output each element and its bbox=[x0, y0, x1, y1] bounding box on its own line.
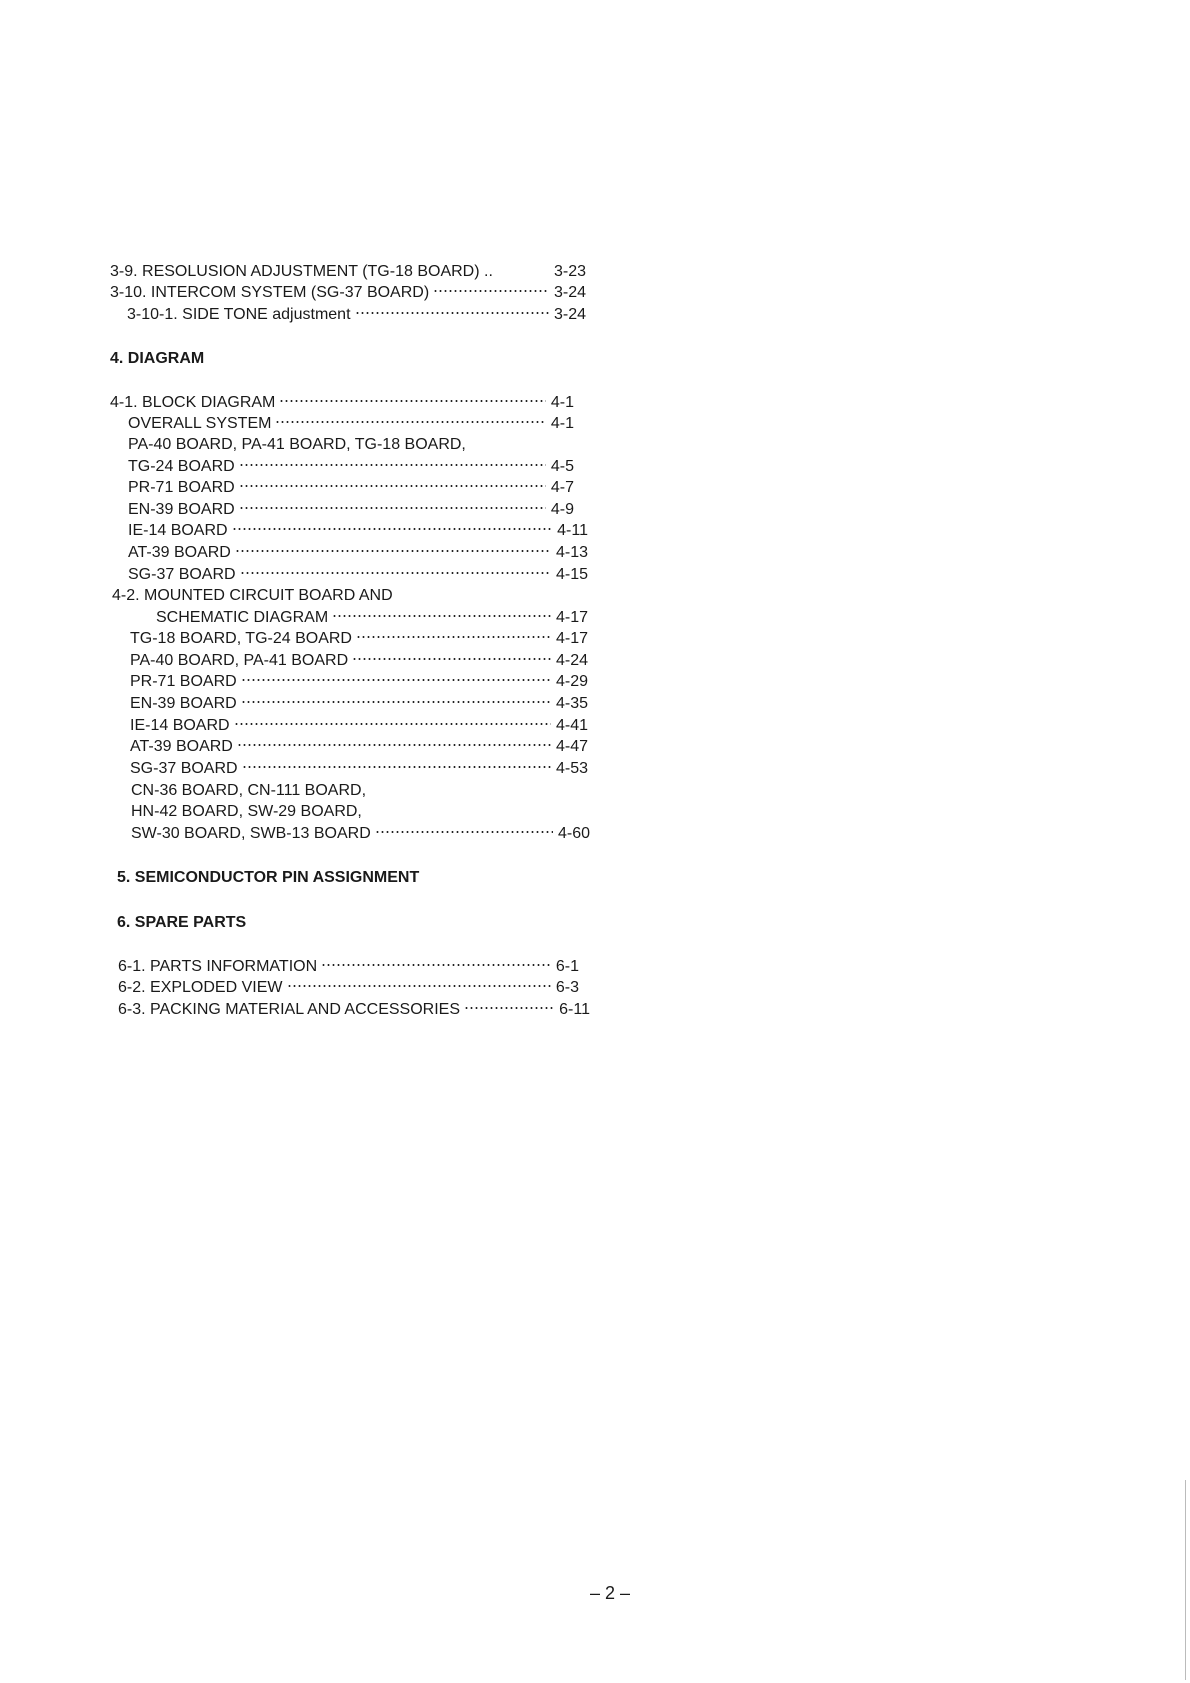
dot-leader bbox=[239, 462, 546, 468]
toc-entry-title: PA-40 BOARD, PA-41 BOARD bbox=[130, 652, 349, 669]
dot-leader bbox=[332, 613, 551, 619]
dot-leader bbox=[356, 634, 551, 640]
toc-entry-page: 4-9 bbox=[550, 501, 574, 518]
toc-entry bbox=[118, 977, 579, 999]
dot-leader bbox=[237, 742, 551, 748]
dot-leader bbox=[235, 548, 551, 554]
toc-entry-page: 4-1 bbox=[550, 415, 574, 432]
toc-entry-title-line: PA-40 BOARD, PA-41 BOARD, TG-18 BOARD, bbox=[128, 436, 466, 453]
toc-entry-title: SW-30 BOARD, SWB-13 BOARD bbox=[131, 825, 371, 842]
toc-entry bbox=[130, 715, 588, 737]
toc-entry bbox=[131, 823, 590, 845]
toc-entry-title: 3-10-1. SIDE TONE adjustment bbox=[127, 306, 351, 323]
toc-entry bbox=[128, 477, 574, 499]
toc-entry bbox=[118, 999, 590, 1021]
toc-entry bbox=[110, 392, 574, 414]
toc-entry bbox=[130, 671, 588, 693]
toc-entry bbox=[128, 456, 574, 478]
toc-entry-page: 4-60 bbox=[557, 825, 590, 842]
dot-leader bbox=[355, 310, 549, 316]
toc-entry-page: 3-24 bbox=[553, 284, 586, 301]
toc-entry-page: 4-15 bbox=[555, 566, 588, 583]
toc-entry bbox=[130, 736, 588, 758]
toc-entry-page: 4-1 bbox=[550, 394, 574, 411]
toc-entry bbox=[110, 261, 586, 283]
toc-entry-title: 4-1. BLOCK DIAGRAM bbox=[110, 394, 276, 411]
toc-entry-page: 3-24 bbox=[553, 306, 586, 323]
dot-leader bbox=[241, 699, 551, 705]
toc-entry-page: 4-41 bbox=[555, 717, 588, 734]
toc-entry-title: EN-39 BOARD bbox=[130, 695, 237, 712]
toc-entry bbox=[128, 542, 588, 564]
toc-entry bbox=[130, 758, 588, 780]
section-heading: 4. DIAGRAM bbox=[110, 350, 205, 367]
toc-entry-title: AT-39 BOARD bbox=[130, 738, 233, 755]
page-number: – 2 – bbox=[590, 1583, 631, 1603]
toc-entry-title: 3-9. RESOLUSION ADJUSTMENT (TG-18 BOARD) .. bbox=[110, 263, 493, 280]
toc-entry-title: IE-14 BOARD bbox=[128, 522, 228, 539]
toc-entry-title-line: 4-2. MOUNTED CIRCUIT BOARD AND bbox=[112, 587, 393, 604]
dot-leader bbox=[232, 526, 553, 532]
toc-entry-title: 3-10. INTERCOM SYSTEM (SG-37 BOARD) bbox=[110, 284, 430, 301]
toc-entry-title: PR-71 BOARD bbox=[128, 479, 235, 496]
toc-entry bbox=[128, 564, 588, 586]
toc-entry-page: 4-11 bbox=[557, 522, 588, 539]
dot-leader bbox=[234, 721, 551, 727]
dot-leader bbox=[275, 419, 545, 425]
toc-entry-title: TG-18 BOARD, TG-24 BOARD bbox=[130, 630, 352, 647]
dot-leader bbox=[375, 829, 553, 835]
toc-entry-title-line: HN-42 BOARD, SW-29 BOARD, bbox=[131, 803, 362, 820]
toc-entry-title: 6-1. PARTS INFORMATION bbox=[118, 958, 318, 975]
toc-entry-page: 6-1 bbox=[555, 958, 579, 975]
toc-entry bbox=[118, 956, 579, 978]
dot-leader bbox=[287, 983, 551, 989]
toc-entry-title: AT-39 BOARD bbox=[128, 544, 231, 561]
toc-entry bbox=[130, 693, 588, 715]
toc-entry bbox=[156, 607, 588, 629]
toc-entry-title: SG-37 BOARD bbox=[130, 760, 238, 777]
dot-leader bbox=[241, 677, 551, 683]
toc-entry-title: 6-3. PACKING MATERIAL AND ACCESSORIES bbox=[118, 1001, 461, 1018]
toc-entry-page: 4-35 bbox=[555, 695, 588, 712]
toc-entry-title: OVERALL SYSTEM bbox=[128, 415, 272, 432]
toc-entry bbox=[130, 628, 588, 650]
dot-leader bbox=[239, 505, 546, 511]
toc-entry-title: TG-24 BOARD bbox=[128, 458, 235, 475]
section-heading: 6. SPARE PARTS bbox=[117, 914, 247, 931]
toc-entry-title: SG-37 BOARD bbox=[128, 566, 236, 583]
dot-leader bbox=[352, 656, 551, 662]
toc-entry bbox=[128, 499, 574, 521]
toc-entry-page: 4-5 bbox=[550, 458, 574, 475]
toc-entry-page: 4-17 bbox=[555, 630, 588, 647]
dot-leader bbox=[239, 483, 546, 489]
toc-entry bbox=[128, 520, 588, 542]
toc-entry-title: 6-2. EXPLODED VIEW bbox=[118, 979, 283, 996]
dot-leader bbox=[240, 570, 551, 576]
toc-entry-title: PR-71 BOARD bbox=[130, 673, 237, 690]
section-heading: 5. SEMICONDUCTOR PIN ASSIGNMENT bbox=[117, 869, 420, 886]
toc-entry-title-line: CN-36 BOARD, CN-111 BOARD, bbox=[131, 782, 367, 799]
toc-entry-page: 6-3 bbox=[555, 979, 579, 996]
toc-entry-title: SCHEMATIC DIAGRAM bbox=[156, 609, 329, 626]
toc-entry-page: 4-47 bbox=[555, 738, 588, 755]
toc-entry-page: 4-7 bbox=[550, 479, 574, 496]
dot-leader bbox=[279, 398, 546, 404]
toc-entry bbox=[127, 304, 586, 326]
toc-entry-page: 4-13 bbox=[555, 544, 588, 561]
toc-entry-title: EN-39 BOARD bbox=[128, 501, 235, 518]
toc-entry bbox=[128, 413, 574, 435]
toc-entry-page: 4-29 bbox=[555, 673, 588, 690]
toc-entry-page: 4-53 bbox=[555, 760, 588, 777]
scan-edge-line bbox=[1185, 1480, 1186, 1680]
dot-leader bbox=[242, 764, 551, 770]
toc-entry-page: 3-23 bbox=[553, 263, 586, 280]
toc-entry bbox=[130, 650, 588, 672]
toc-entry bbox=[110, 282, 586, 304]
dot-leader bbox=[321, 962, 551, 968]
toc-entry-title: IE-14 BOARD bbox=[130, 717, 230, 734]
toc-entry-page: 4-17 bbox=[555, 609, 588, 626]
toc-entry-page: 6-11 bbox=[559, 1001, 590, 1018]
dot-leader bbox=[433, 288, 549, 294]
toc-entry-page: 4-24 bbox=[555, 652, 588, 669]
dot-leader bbox=[464, 1005, 554, 1011]
